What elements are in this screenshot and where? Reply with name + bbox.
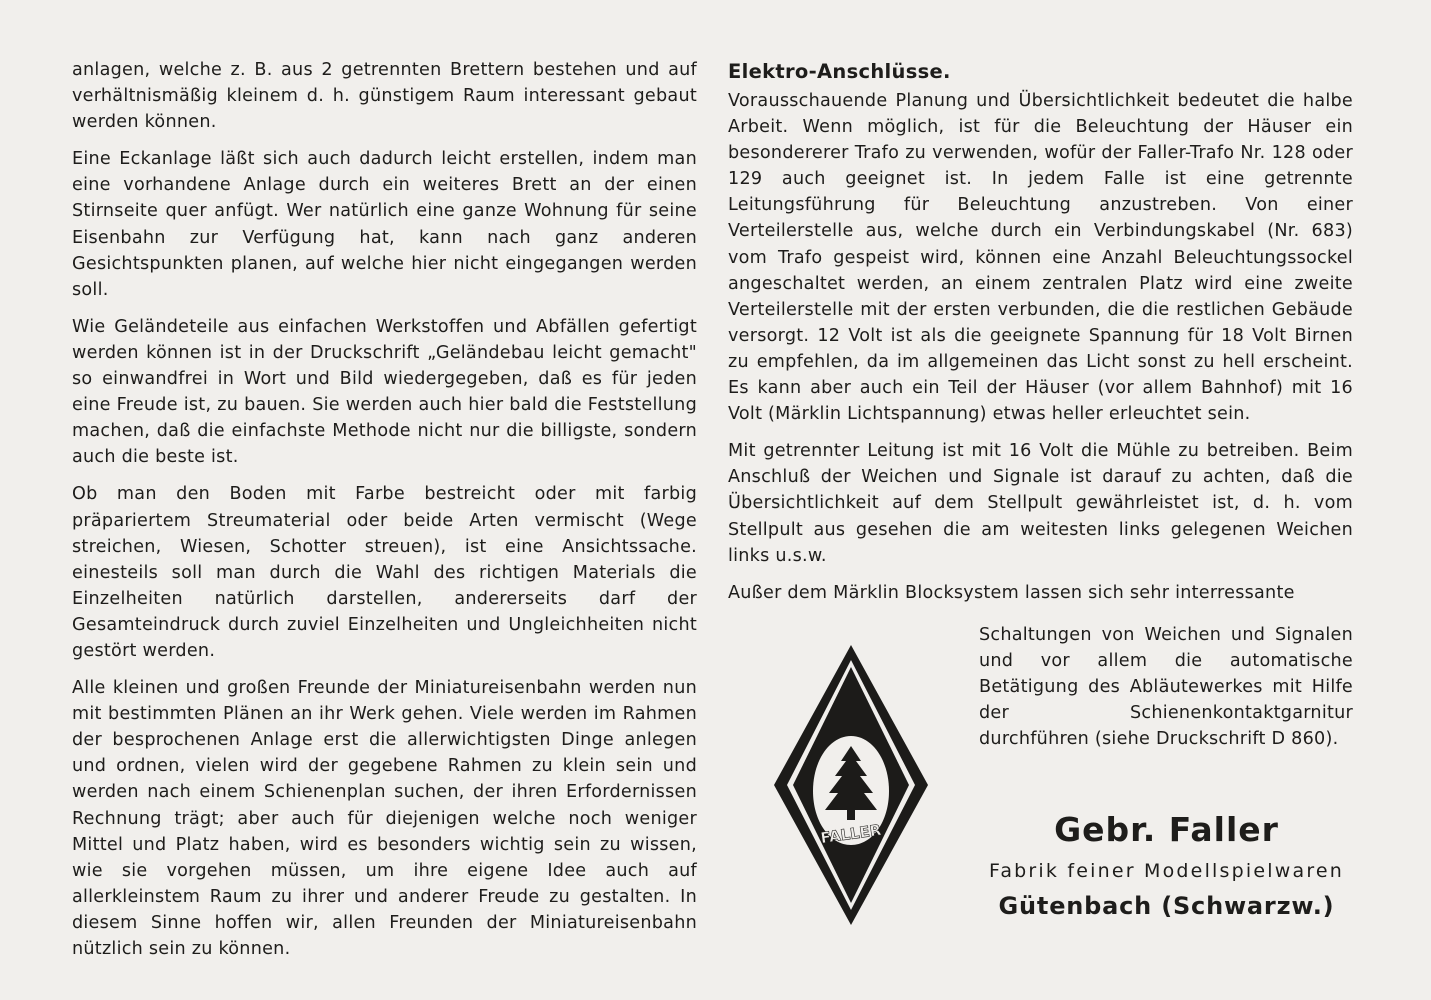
faller-diamond-tree-logo <box>772 643 930 927</box>
right-paragraph-2: Mit getrennter Leitung ist mit 16 Volt die Mühle zu betreiben. Beim Anschluß der Weichen und Signale ist darauf zu achten, daß die Übersichtlichkeit auf dem Stellpult gewährleistet ist, d. h. vom Stellpult aus gesehen die am weitesten links gelegenen Weichen links u.s.w. <box>728 441 1353 566</box>
section-heading: Elektro-Anschlüsse. <box>728 60 951 83</box>
block-system-text: Schaltungen von Weichen und Signalen und vor allem die automatische Betätigung des Abläutewerkes mit Hilfe der Schienenkontaktgarnitur durchführen (siehe Druckschrift D 860). <box>979 625 1353 750</box>
right-paragraph-1: Vorausschauende Planung und Übersichtlichkeit bedeutet die halbe Arbeit. Wenn möglich, ist für die Beleuchtung der Häuser ein besondererer Trafo zu verwenden, wofür der Faller-Trafo Nr. 128 oder 129 auch geeignet ist. In jedem Falle ist eine getrennte Leitungsführung für Beleuchtung anzustreben. Von einer Verteilerstelle aus, welche durch ein Verbindungskabel (Nr. 683) vom Trafo gespeist wird, können eine Anzahl Beleuchtungssockel angeschaltet werden, an einem zentralen Platz wird eine zweite Verteilerstelle mit der ersten verbunden, die die restlichen Gebäude versorgt. 12 Volt ist als die geeignete Spannung für 18 Volt Birnen zu empfehlen, da im allgemeinen das Licht sonst zu hell erscheint. Es kann aber auch ein Teil der Häuser (vor allem Bahnhof) mit 16 Volt (Märklin Lichtspannung) etwas heller erleuchtet sein. <box>728 91 1353 425</box>
logo-text: FALLER <box>819 820 883 848</box>
company-tagline: Fabrik feiner Modellspielwaren <box>988 860 1345 882</box>
left-paragraph-1: anlagen, welche z. B. aus 2 getrennten Brettern bestehen und auf verhältnismäßig kleinem d. h. günstigem Raum interessant gebaut werden können. <box>72 60 697 133</box>
left-paragraph-5: Alle kleinen und großen Freunde der Miniatureisenbahn werden nun mit bestimmten Plänen an ihr Werk gehen. Viele werden im Rahmen der besprochenen Anlage erst die allerwichtigsten Dinge anlegen und ordnen, vielen wird der gegebene Rahmen zu klein sein und werden nach einem Schienenplan suchen, der ihren Erfordernissen Rechnung trägt; aber auch für diejenigen welche noch weniger Mittel und Platz haben, wird es besonders wichtig sein zu wissen, wie sie vorgehen müssen, um ihre eigene Idee auch auf allerkleinstem Raum zu ihrer und anderer Freude zu gestalten. In diesem Sinne hoffen wir, allen Freunden der Miniatureisenbahn nützlich sein zu können. <box>72 678 697 959</box>
left-paragraph-2: Eine Eckanlage läßt sich auch dadurch leicht erstellen, indem man eine vorhandene Anlage durch ein weiteres Brett an der einen Stirnseite quer anfügt. Wer natürlich eine ganze Wohnung für seine Eisenbahn zur Verfügung hat, kann nach ganz anderen Gesichtspunkten planen, auf welche hier nicht eingegangen werden soll. <box>72 149 697 300</box>
company-name: Gebr. Faller <box>1054 810 1279 849</box>
left-paragraph-4: Ob man den Boden mit Farbe bestreicht oder mit farbig präpariertem Streumaterial oder beide Arten vermischt (Wege streichen, Wiesen, Schotter streuen), ist eine Ansichtssache. einesteils soll man durch die Wahl des richtigen Materials die Einzelheiten natürlich darstellen, andererseits darf der Gesamteindruck durch zuviel Einzelheiten und Ungleichheiten nicht gestört werden. <box>72 484 697 661</box>
left-column <box>72 57 697 973</box>
left-paragraph-3: Wie Geländeteile aus einfachen Werkstoffen und Abfällen gefertigt werden können ist in der Druckschrift „Geländebau leicht gemacht" so einwandfrei in Wort und Bild wiedergegeben, daß es für jeden eine Freude ist, zu bauen. Sie werden auch hier bald die Feststellung machen, daß die einfachste Methode nicht nur die billigste, sondern auch die beste ist. <box>72 316 697 468</box>
company-location: Gütenbach (Schwarzw.) <box>998 892 1335 920</box>
right-column <box>728 58 1353 606</box>
block-system-intro: Außer dem Märklin Blocksystem lassen sich sehr interressante <box>728 582 1295 603</box>
